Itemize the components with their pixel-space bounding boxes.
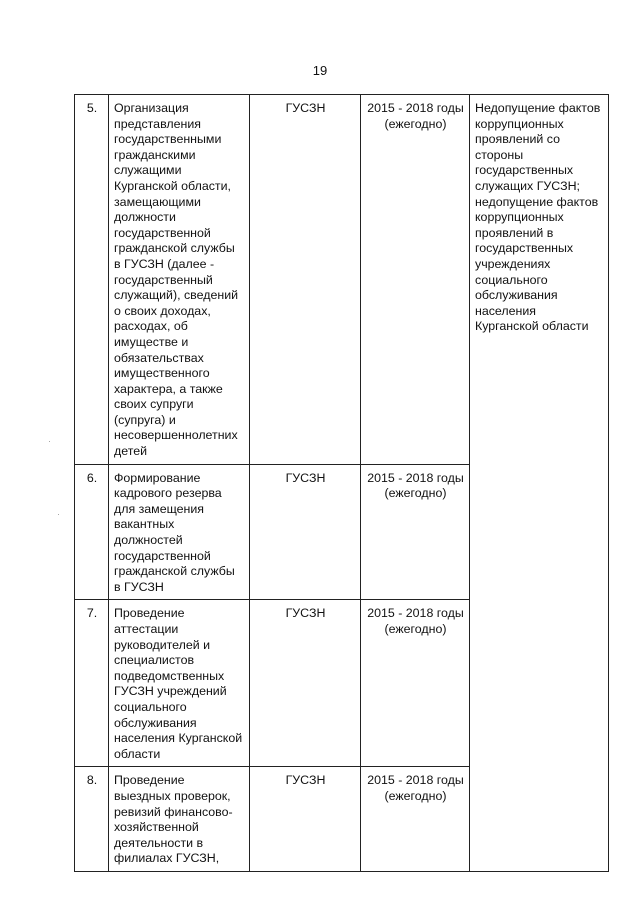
term-text: 2015 - 2018 годы (ежегодно) (367, 101, 464, 131)
executor-cell: ГУСЗН (250, 767, 361, 872)
term-text: 2015 - 2018 годы (ежегодно) (367, 606, 464, 636)
activity-cell (109, 95, 250, 465)
executor-cell: ГУСЗН (250, 95, 361, 465)
row-number: 7. (75, 600, 109, 767)
activity-text: Формирование кадрового резерва для замещения вакантных должностей государственной гражданской службы в ГУСЗН (114, 470, 235, 594)
activity-text: Организация представления государственными гражданскими служащими Курганской области, замещающими должности государственной гражданской службы в ГУСЗН (далее - государственный служащий), сведений о своих доходах, расходах, об имуществе и обязательствах имущественного характера, а также своих супруги (супруга) и несовершеннолетних детей (114, 101, 239, 459)
row-number: 8. (75, 767, 109, 872)
term-cell (361, 600, 470, 767)
expected-result-cell (470, 95, 609, 872)
term-cell (361, 464, 470, 600)
measures-table (74, 94, 609, 872)
activity-text: Проведение выездных проверок, ревизий финансово- хозяйственной деятельности в филиалах ГУСЗН, (114, 773, 233, 866)
activity-text: Проведение аттестации руководителей и специалистов подведомственных ГУСЗН учреждений социального обслуживания населения Курганской области (114, 606, 243, 761)
activity-cell (109, 600, 250, 767)
term-text: 2015 - 2018 годы (ежегодно) (367, 470, 464, 501)
scan-speck: · (48, 436, 51, 446)
page-number: 19 (312, 63, 328, 78)
table-row (75, 95, 609, 465)
term-cell (361, 95, 470, 465)
expected-result-text: Недопущение фактов коррупционных проявлений со стороны государственных служащих ГУСЗН; недопущение фактов коррупционных проявлений в государственных учреждениях социального обслуживания населения Курганской области (475, 101, 601, 334)
activity-cell (109, 767, 250, 872)
row-number: 6. (75, 464, 109, 600)
term-text: 2015 - 2018 годы (ежегодно) (367, 773, 464, 803)
executor-cell: ГУСЗН (250, 600, 361, 767)
row-number: 5. (75, 95, 109, 465)
scan-speck: · (57, 509, 60, 519)
term-cell (361, 767, 470, 872)
executor-cell: ГУСЗН (250, 464, 361, 600)
activity-cell (109, 464, 250, 600)
